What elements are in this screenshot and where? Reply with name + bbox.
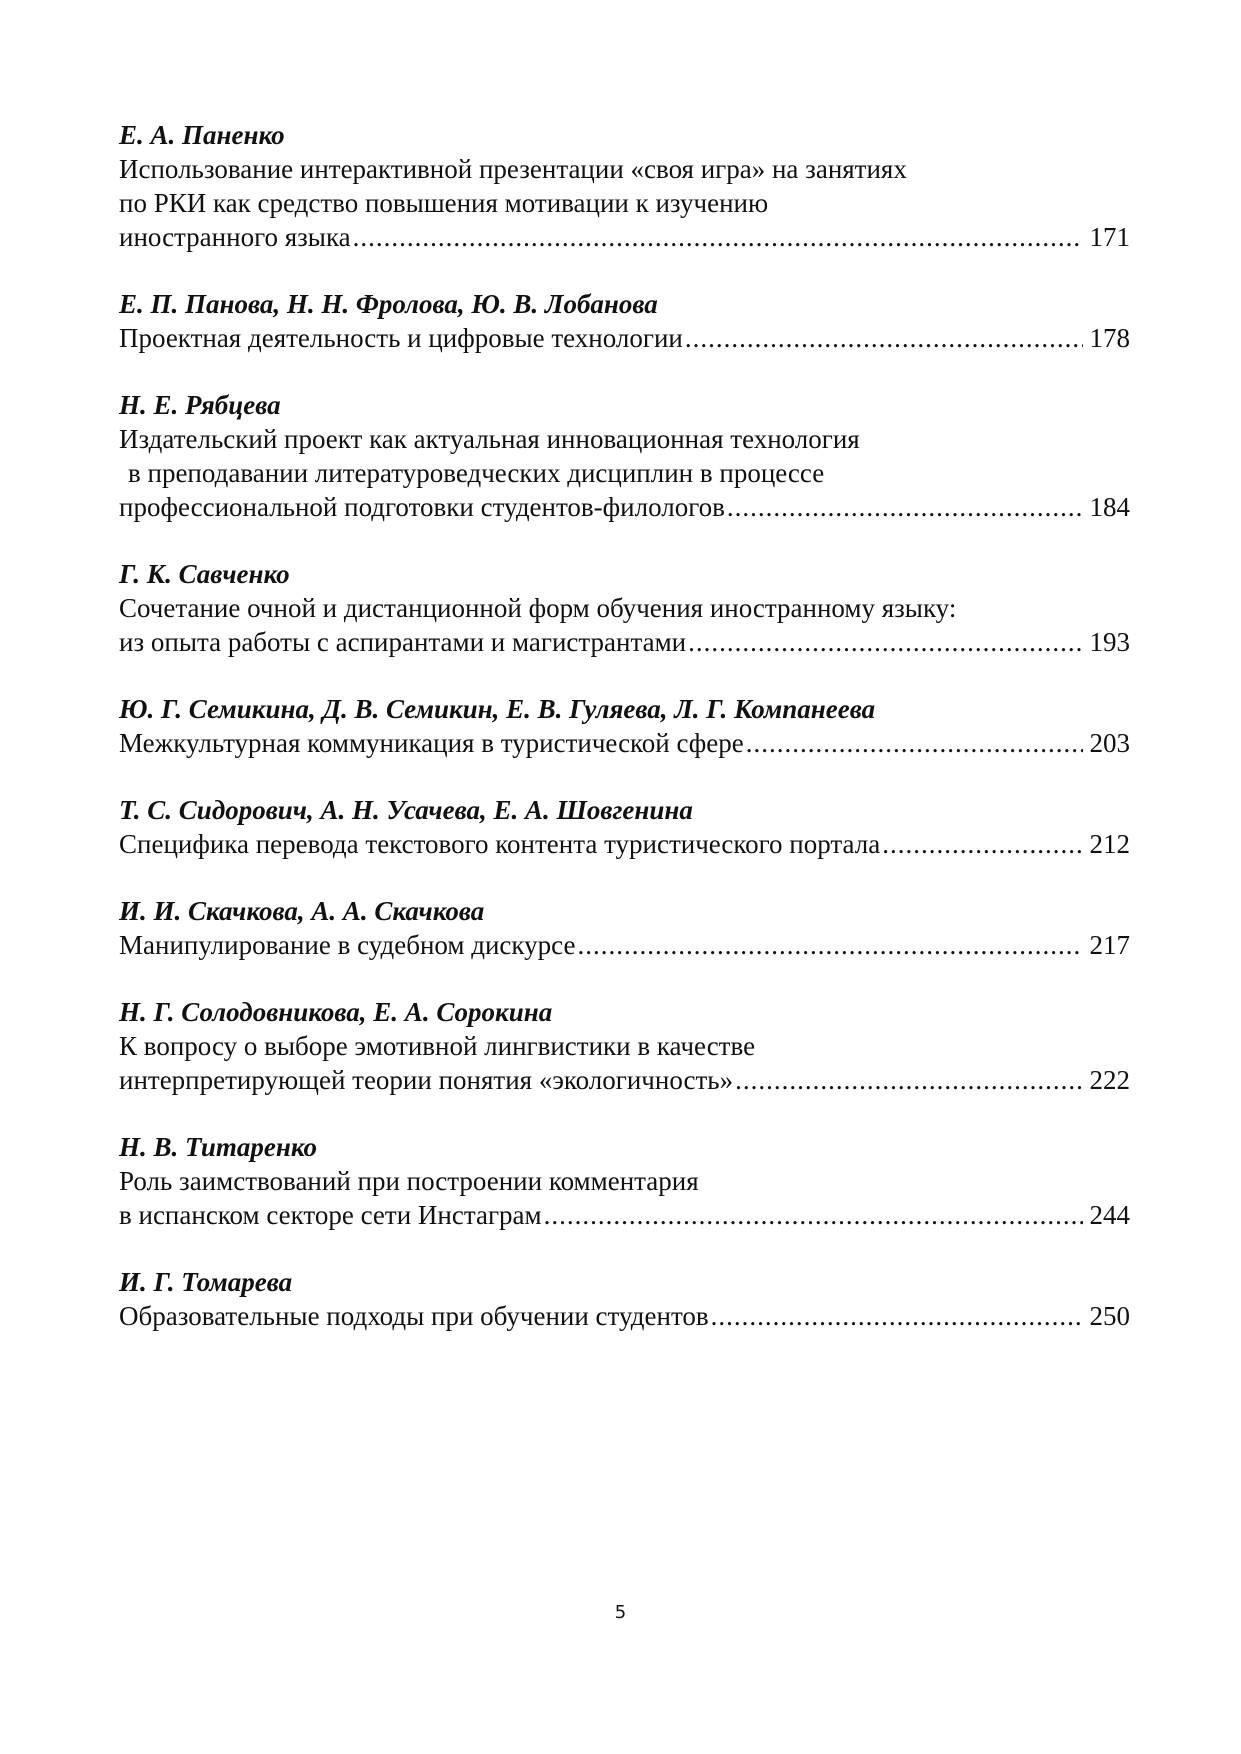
entry-title-text: Межкультурная коммуникация в туристической сфере bbox=[119, 728, 744, 758]
entry-title-text: Образовательные подходы при обучении студентов bbox=[119, 1301, 709, 1331]
toc-entry bbox=[119, 995, 1130, 1097]
entry-title-last-line[interactable] bbox=[119, 490, 1130, 524]
entry-title-text: иностранного языка bbox=[119, 222, 351, 252]
entry-page-number: 171 bbox=[1089, 222, 1130, 252]
entry-title-line: Издательский проект как актуальная инновационная технология bbox=[119, 424, 860, 454]
dot-leader bbox=[882, 827, 1082, 861]
entry-authors: Е. А. Паненко bbox=[119, 120, 285, 150]
toc-entry bbox=[119, 388, 1130, 524]
entry-page-number: 217 bbox=[1089, 930, 1130, 960]
entry-page-number: 222 bbox=[1089, 1065, 1130, 1095]
page-number: 5 bbox=[614, 1602, 627, 1623]
entry-page-number: 244 bbox=[1089, 1200, 1130, 1230]
dot-leader bbox=[544, 1198, 1083, 1232]
entry-authors: Н. Г. Солодовникова, Е. А. Сорокина bbox=[119, 997, 553, 1027]
entry-title-last-line[interactable] bbox=[119, 1063, 1130, 1097]
entry-page-number: 250 bbox=[1089, 1301, 1130, 1331]
entry-title-text: интерпретирующей теории понятия «экологичность» bbox=[119, 1065, 734, 1095]
toc-entry bbox=[119, 793, 1130, 861]
toc-entry bbox=[119, 692, 1130, 760]
entry-title-line: в преподавании литературоведческих дисциплин в процессе bbox=[128, 458, 825, 488]
dot-leader bbox=[735, 1063, 1082, 1097]
entry-title-text: Проектная деятельность и цифровые технологии bbox=[119, 323, 683, 353]
entry-page-number: 203 bbox=[1089, 728, 1130, 758]
dot-leader bbox=[685, 321, 1083, 355]
dot-leader bbox=[727, 490, 1083, 524]
entry-title-last-line[interactable] bbox=[119, 625, 1130, 659]
dot-leader bbox=[711, 1299, 1083, 1333]
entry-title-text: в испанском секторе сети Инстаграм bbox=[119, 1200, 542, 1230]
entry-authors: Е. П. Панова, Н. Н. Фролова, Ю. В. Лобанова bbox=[119, 289, 658, 319]
toc-entry bbox=[119, 1265, 1130, 1333]
entry-title-line: по РКИ как средство повышения мотивации к изучению bbox=[119, 188, 769, 218]
entry-page-number: 212 bbox=[1089, 829, 1130, 859]
entry-authors: И. Г. Томарева bbox=[119, 1267, 293, 1297]
entry-title-text: Манипулирование в судебном дискурсе bbox=[119, 930, 576, 960]
entry-title-last-line[interactable] bbox=[119, 928, 1130, 962]
dot-leader bbox=[746, 726, 1083, 760]
entry-title-last-line[interactable] bbox=[119, 321, 1130, 355]
entry-title-last-line[interactable] bbox=[119, 726, 1130, 760]
entry-title-text: Специфика перевода текстового контента туристического портала bbox=[119, 829, 881, 859]
entry-page-number: 184 bbox=[1089, 492, 1130, 522]
entry-title-line: Использование интерактивной презентации «своя игра» на занятиях bbox=[119, 154, 907, 184]
toc-entry bbox=[119, 287, 1130, 355]
entry-title-last-line[interactable] bbox=[119, 1198, 1130, 1232]
entry-authors: Т. С. Сидорович, А. Н. Усачева, Е. А. Шовгенина bbox=[119, 795, 693, 825]
entry-authors: И. И. Скачкова, А. А. Скачкова bbox=[119, 896, 485, 926]
entry-title-text: профессиональной подготовки студентов-филологов bbox=[119, 492, 725, 522]
entry-title-line: Роль заимствований при построении комментария bbox=[119, 1166, 699, 1196]
entry-title-last-line[interactable] bbox=[119, 1299, 1130, 1333]
entry-title-line: Сочетание очной и дистанционной форм обучения иностранному языку: bbox=[119, 593, 957, 623]
dot-leader bbox=[353, 220, 1083, 254]
table-of-contents bbox=[119, 118, 1130, 1366]
toc-entry bbox=[119, 1130, 1130, 1232]
toc-entry bbox=[119, 894, 1130, 962]
entry-title-line: К вопросу о выборе эмотивной лингвистики в качестве bbox=[119, 1031, 756, 1061]
entry-authors: Ю. Г. Семикина, Д. В. Семикин, Е. В. Гуляева, Л. Г. Компанеева bbox=[119, 694, 876, 724]
entry-page-number: 193 bbox=[1089, 627, 1130, 657]
toc-entry bbox=[119, 118, 1130, 254]
entry-title-last-line[interactable] bbox=[119, 827, 1130, 861]
entry-authors: Н. Е. Рябцева bbox=[119, 390, 281, 420]
toc-entry bbox=[119, 557, 1130, 659]
dot-leader bbox=[577, 928, 1082, 962]
entry-authors: Н. В. Титаренко bbox=[119, 1132, 318, 1162]
dot-leader bbox=[688, 625, 1082, 659]
entry-title-text: из опыта работы с аспирантами и магистрантами bbox=[119, 627, 687, 657]
entry-page-number: 178 bbox=[1089, 323, 1130, 353]
entry-title-last-line[interactable] bbox=[119, 220, 1130, 254]
entry-authors: Г. К. Савченко bbox=[119, 559, 290, 589]
